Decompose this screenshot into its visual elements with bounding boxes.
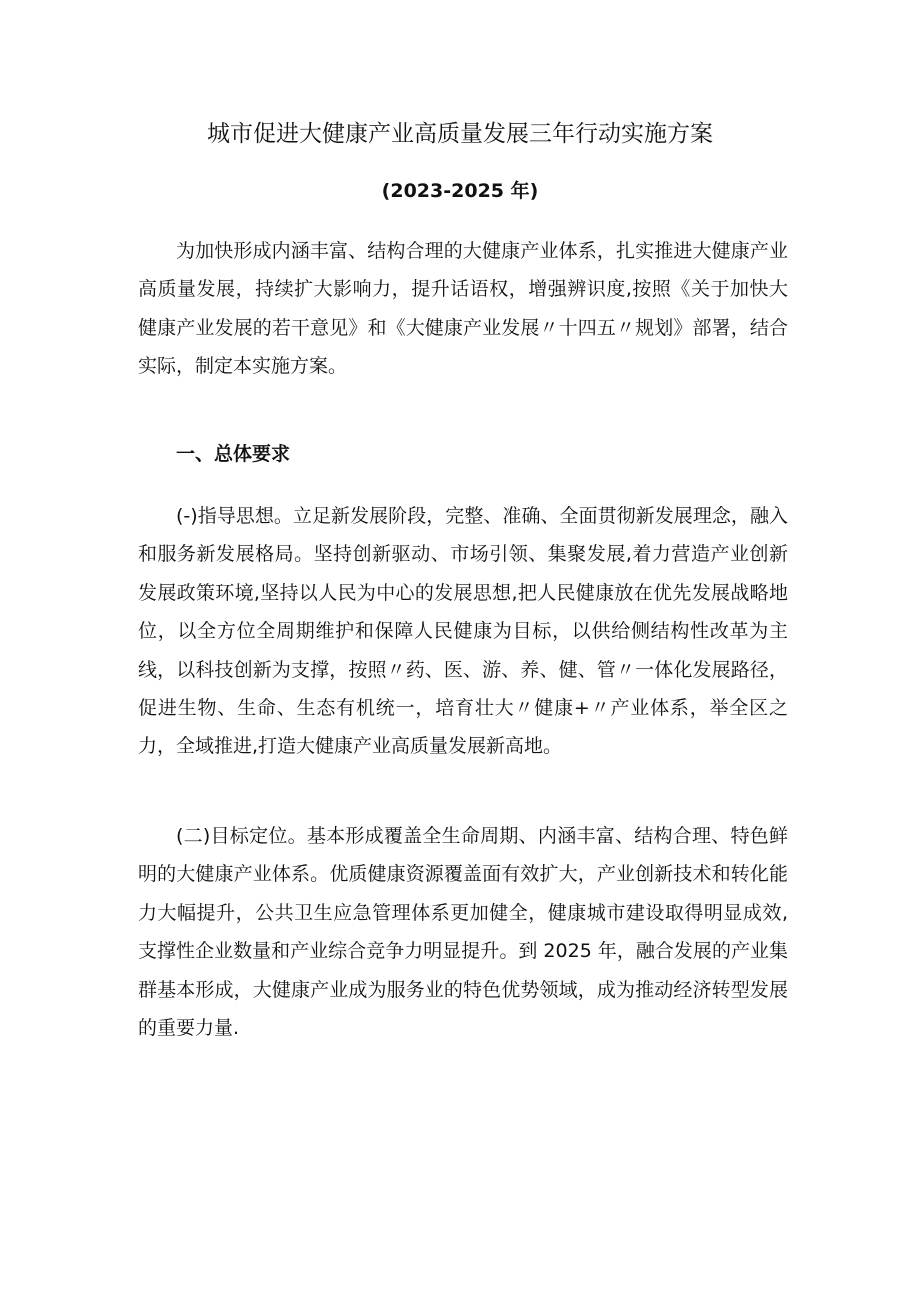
- document-subtitle: (2023-2025 年): [381, 180, 539, 202]
- guiding-ideology-paragraph: (-)指导思想。立足新发展阶段，完整、准确、全面贯彻新发展理念，融入和服务新发展格局。坚持创新驱动、市场引领、集聚发展,着力营造产业创新发展政策环境,坚持以人民为中心的发展思想,把人民健康放在优先发展战略地位，以全方位全周期维护和保障人民健康为目标，以供给侧结构性改革为主线，以科技创新为支撑，按照〃药、医、游、养、健、管〃一体化发展路径，促进生物、生命、生态有机统一，培育壮大〃健康+〃产业体系，举全区之力，全域推进,打造大健康产业高质量发展新高地。: [138, 505, 788, 758]
- goal-positioning-paragraph: (二)目标定位。基本形成覆盖全生命周期、内涵丰富、结构合理、特色鲜明的大健康产业体系。优质健康资源覆盖面有效扩大，产业创新技术和转化能力大幅提升，公共卫生应急管理体系更加健全，健康城市建设取得明显成效,支撑性企业数量和产业综合竞争力明显提升。到 2025 年，融合发展的产业集群基本形成，大健康产业成为服务业的特色优势领域，成为推动经济转型发展的重要力量.: [138, 825, 788, 1040]
- section-heading: 一、总体要求: [176, 443, 291, 465]
- document-title: 城市促进大健康产业高质量发展三年行动实施方案: [207, 121, 713, 147]
- intro-paragraph: 为加快形成内涵丰富、结构合理的大健康产业体系，扎实推进大健康产业高质量发展，持续扩大影响力，提升话语权，增强辨识度,按照《关于加快大健康产业发展的若干意见》和《大健康产业发展〃十四五〃规划》部署，结合实际，制定本实施方案。: [138, 240, 788, 378]
